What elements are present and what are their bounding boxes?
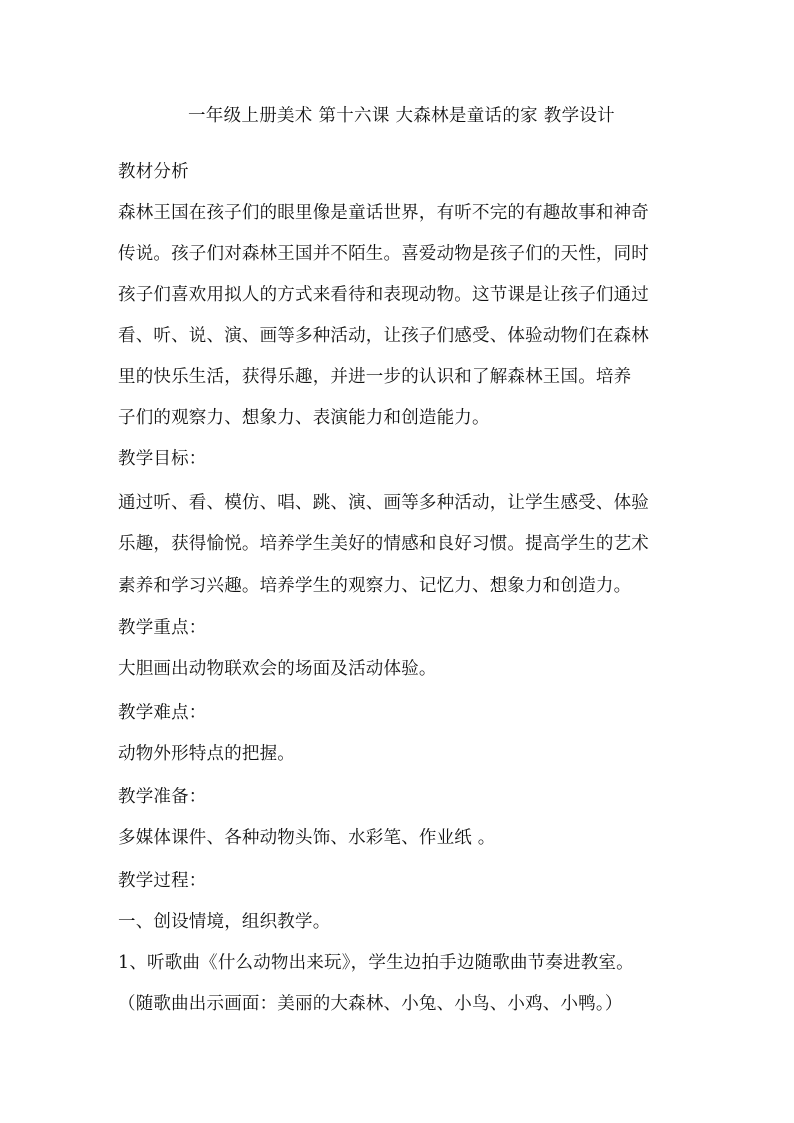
paragraph-line: 森林王国在孩子们的眼里像是童话世界，有听不完的有趣故事和神奇 [118,203,649,223]
paragraph-line: 1、听歌曲《什么动物出来玩》，学生边拍手边随歌曲节奏进教室。 [118,953,634,973]
paragraph-line: 素养和学习兴趣。培养学生的观察力、记忆力、想象力和创造力。 [118,576,632,596]
paragraph-line: 看、听、说、演、画等多种活动，让孩子们感受、体验动物们在森林 [118,326,649,346]
paragraph-line: 乐趣，获得愉悦。培养学生美好的情感和良好习惯。提高学生的艺术 [118,534,649,554]
paragraph-line: 传说。孩子们对森林王国并不陌生。喜爱动物是孩子们的天性，同时 [118,244,649,264]
section-heading-objectives: 教学目标： [118,449,207,469]
paragraph-line: （随歌曲出示画面：美丽的大森林、小兔、小鸟、小鸡、小鸭。） [118,994,623,1014]
paragraph-line: 大胆画出动物联欢会的场面及活动体验。 [118,659,437,679]
paragraph-line: 动物外形特点的把握。 [118,744,295,764]
section-heading-difficulties: 教学难点： [118,703,207,723]
paragraph-line: 多媒体课件、各种动物头饰、水彩笔、作业纸 。 [118,828,496,848]
paragraph-line: 子们的观察力、想象力、表演能力和创造能力。 [118,408,490,428]
section-heading-process: 教学过程： [118,871,207,891]
document-title: 一年级上册美术 第十六课 大森林是童话的家 教学设计 [188,106,615,126]
section-heading-material-analysis: 教材分析 [118,162,189,182]
paragraph-line: 通过听、看、模仿、唱、跳、演、画等多种活动，让学生感受、体验 [118,493,649,513]
section-heading-key-points: 教学重点： [118,618,207,638]
paragraph-line: 一、创设情境，组织教学。 [118,912,331,932]
paragraph-line: 里的快乐生活，获得乐趣，并进一步的认识和了解森林王国。培养 [118,367,632,387]
paragraph-line: 孩子们喜欢用拟人的方式来看待和表现动物。这节课是让孩子们通过 [118,285,649,305]
section-heading-preparation: 教学准备： [118,787,207,807]
